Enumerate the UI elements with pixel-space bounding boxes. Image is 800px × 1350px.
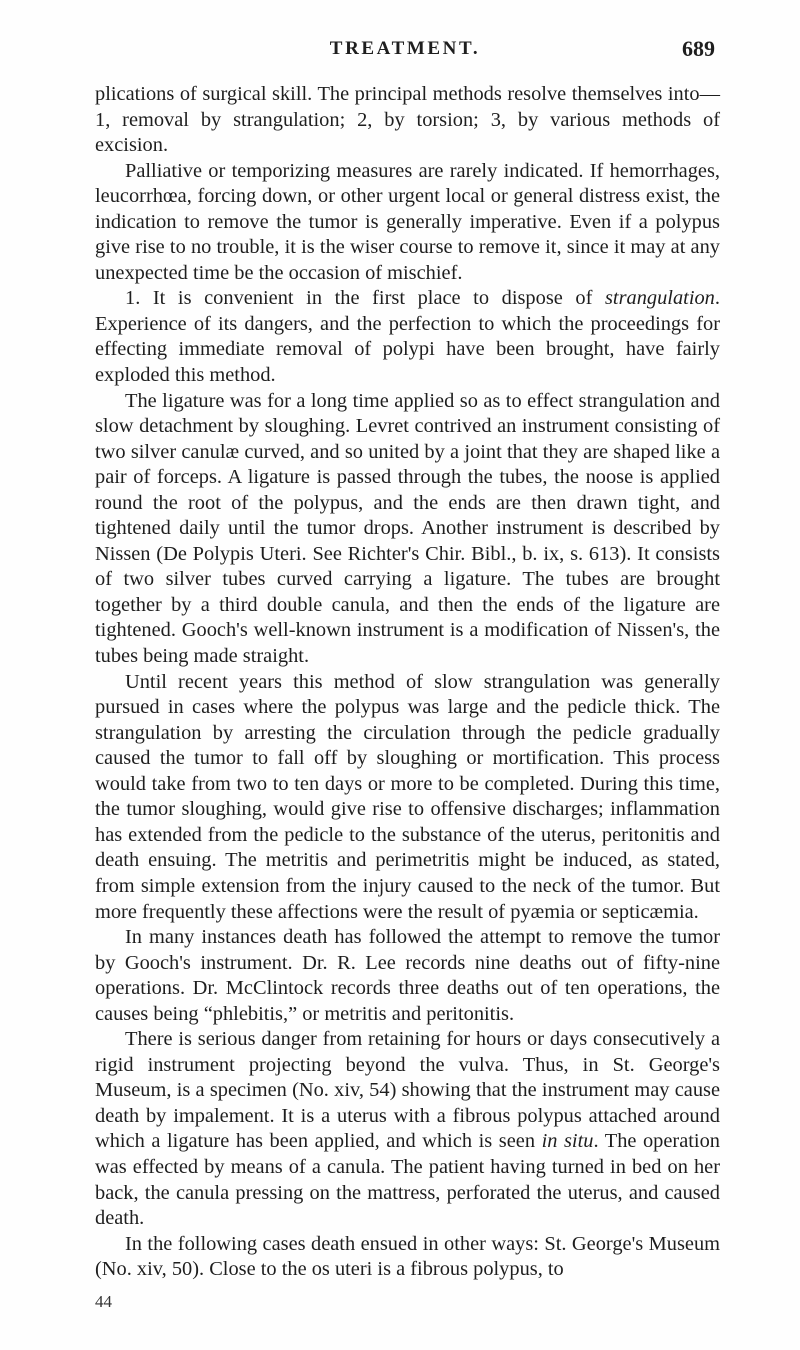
text-run: In many instances death has followed the attempt to remove the tumor by Gooch's instrument. Dr. R. Lee records nine deaths out of fifty-nine operations. Dr. McClintock records three deaths out of ten operations, the causes being “phlebitis,” or metritis and peritonitis. [95, 926, 720, 1025]
paragraph-following-cases [95, 1232, 720, 1283]
text-run: 1. It is convenient in the first place to dispose of [125, 287, 605, 310]
running-title: TREATMENT. [329, 38, 481, 59]
paragraph-impalement [95, 1027, 720, 1231]
paragraph-palliative [95, 159, 720, 287]
text-run: . Experience of its dangers, and the perfection to which the proceedings for effecting immediate removal of polypi have been brought, have fairly exploded this method. [95, 287, 720, 387]
page-header [95, 36, 715, 66]
paragraph-deaths [95, 925, 720, 1027]
italic-term: strangulation [604, 287, 715, 310]
italic-term: in situ [541, 1130, 594, 1153]
body-text [95, 82, 720, 1283]
text-run: There is serious danger from retaining for hours or days consecutively a rigid instrument projecting beyond the vulva. Thus, in St. George's Museum, is a specimen (No. xiv, 54) showing that the instrument may cause death by impalement. It is a uterus with a fibrous polypus attached around which a ligature has been applied, and which is seen [95, 1028, 720, 1153]
paragraph-slow-strangulation [95, 670, 720, 925]
text-run: In the following cases death ensued in other ways: St. George's Museum (No. xiv, 50). Close to the os uteri is a fibrous polypus, to [95, 1232, 720, 1281]
signature-mark: 44 [95, 1292, 112, 1311]
text-run: Until recent years this method of slow strangulation was generally pursued in cases where the polypus was large and the pedicle thick. The strangulation by arresting the circulation through the pedicle gradually caused the tumor to fall off by sloughing or mortification. This process would take from two to ten days or more to be completed. During this time, the tumor sloughing, would give rise to offensive discharges; inflammation has extended from the pedicle to the substance of the uterus, peritonitis and death ensuing. The metritis and perimetritis might be induced, as stated, from simple extension from the injury caused to the neck of the tumor. But more frequently these affections were the result of pyæmia or septicæmia. [95, 670, 720, 923]
text-run: The ligature was for a long time applied so as to effect strangulation and slow detachment by sloughing. Levret contrived an instrument consisting of two silver canulæ curved, and so united by a joint that they are shaped like a pair of forceps. A ligature is passed through the tubes, the noose is applied round the root of the polypus, and the ends are then drawn tight, and tightened daily until the tumor drops. Another instrument is described by Nissen (De Polypis Uteri. See Richter's Chir. Bibl., b. ix, s. 613). It consists of two silver tubes curved carrying a ligature. The tubes are brought together by a third double canula, and then the ends of the ligature are tightened. Gooch's well-known instrument is a modification of Nissen's, the tubes being made straight. [95, 389, 720, 668]
paragraph-ligature [95, 389, 720, 670]
text-run: . The operation was effected by means of a canula. The patient having turned in bed on her back, the canula pressing on the mattress, perforated the uterus, and caused death. [95, 1130, 720, 1230]
text-run: plications of surgical skill. The principal methods resolve themselves into—1, removal by strangulation; 2, by torsion; 3, by various methods of excision. [95, 83, 720, 157]
text-run: Palliative or temporizing measures are rarely indicated. If hemorrhages, leucorrhœa, forcing down, or other urgent local or general distress exist, the indication to remove the tumor is generally imperative. Even if a polypus give rise to no trouble, it is the wiser course to remove it, since it may at any unexpected time be the occasion of mischief. [95, 159, 720, 284]
page-number: 689 [682, 36, 715, 61]
paragraph-continuation [95, 82, 720, 159]
paragraph-strangulation [95, 286, 720, 388]
